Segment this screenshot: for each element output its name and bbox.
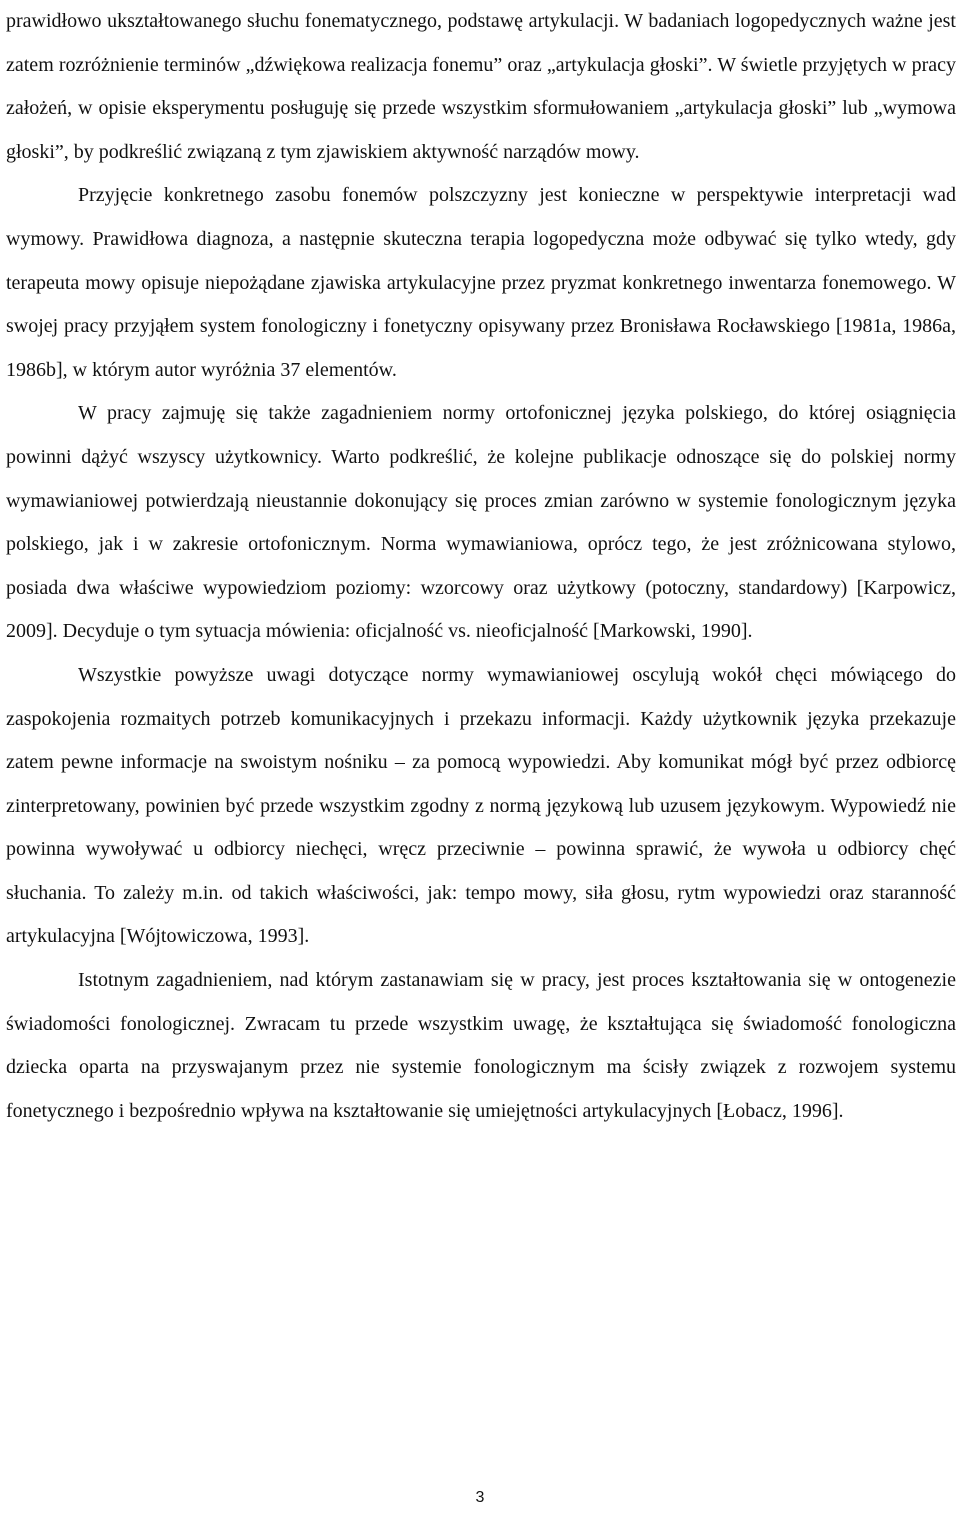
paragraph-5: Istotnym zagadnieniem, nad którym zastanawiam się w pracy, jest proces kształtowania się w ontogenezie świadomości fonologicznej. Zwracam tu przede wszystkim uwagę, że kształtująca się świadomość fonologiczna dziecka oparta na przyswajanym przez nie systemie fonologicznym ma ścisły związek z rozwojem systemu fonetycznego i bezpośrednio wpływa na kształtowanie się umiejętności artykulacyjnych [Łobacz, 1996].	[6, 969, 956, 1122]
page-number: 3	[475, 1489, 485, 1506]
paragraph-3: W pracy zajmuję się także zagadnieniem normy ortofonicznej języka polskiego, do której osiągnięcia powinni dążyć wszyscy użytkownicy. Warto podkreślić, że kolejne publikacje odnoszące się do polskiej normy wymawianiowej potwierdzają nieustannie dokonujący się proces zmian zarówno w systemie fonologicznym języka polskiego, jak i w zakresie ortofonicznym. Norma wymawianiowa, oprócz tego, że jest zróżnicowana stylowo, posiada dwa właściwe wypowiedziom poziomy: wzorcowy oraz użytkowy (potoczny, standardowy) [Karpowicz, 2009]. Decyduje o tym sytuacja mówienia: oficjalność vs. nieoficjalność [Markowski, 1990].	[6, 402, 956, 643]
paragraph-4: Wszystkie powyższe uwagi dotyczące normy wymawianiowej oscylują wokół chęci mówiącego do zaspokojenia rozmaitych potrzeb komunikacyjnych i przekazu informacji. Każdy użytkownik języka przekazuje zatem pewne informacje na swoistym nośniku – za pomocą wypowiedzi. Aby komunikat mógł być przez odbiorcę zinterpretowany, powinien być przede wszystkim zgodny z normą językową lub uzusem językowym. Wypowiedź nie powinna wywoływać u odbiorcy niechęci, wręcz przeciwnie – powinna sprawić, że wywoła u odbiorcy chęć słuchania. To zależy m.in. od takich właściwości, jak: tempo mowy, siła głosu, rytm wypowiedzi oraz staranność artykulacyjna [Wójtowiczowa, 1993].	[6, 663, 956, 948]
document-body	[6, 0, 956, 1133]
paragraph-1: prawidłowo ukształtowanego słuchu fonematycznego, podstawę artykulacji. W badaniach logopedycznych ważne jest zatem rozróżnienie terminów „dźwiękowa realizacja fonemu” oraz „artykulacja głoski”. W świetle przyjętych w pracy założeń, w opisie eksperymentu posługuję się przede wszystkim sformułowaniem „artykulacja głoski” lub „wymowa głoski”, by podkreślić związaną z tym zjawiskiem aktywność narządów mowy.	[6, 10, 956, 163]
paragraph-2: Przyjęcie konkretnego zasobu fonemów polszczyzny jest konieczne w perspektywie interpretacji wad wymowy. Prawidłowa diagnoza, a następnie skuteczna terapia logopedyczna może odbywać się tylko wtedy, gdy terapeuta mowy opisuje niepożądane zjawiska artykulacyjne przez pryzmat konkretnego inwentarza fonemowego. W swojej pracy przyjąłem system fonologiczny i fonetyczny opisywany przez Bronisława Rocławskiego [1981a, 1986a, 1986b], w którym autor wyróżnia 37 elementów.	[6, 184, 956, 381]
